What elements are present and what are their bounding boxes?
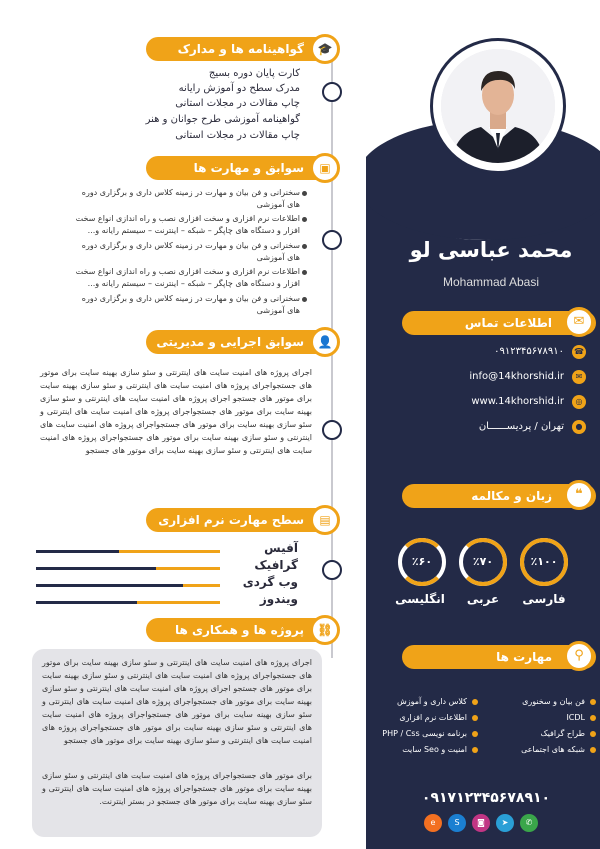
language-gauge-english — [398, 538, 446, 586]
speech-icon: ❝ — [564, 480, 594, 510]
phone-icon: ☎ — [572, 345, 586, 359]
management-title: سوابق اجرایی و مدیریتی — [156, 335, 304, 349]
link-icon: ⛓ — [310, 615, 340, 645]
book-icon: ▤ — [310, 505, 340, 535]
software-bar-fill — [119, 550, 220, 553]
certificates-title: گواهینامه ها و مدارک — [177, 42, 304, 56]
timeline-node — [322, 230, 342, 250]
certificate-item: مدرک سطح دو آموزش رایانه — [178, 83, 300, 94]
whatsapp-icon[interactable]: ✆ — [520, 814, 538, 832]
languages-title: زبان و مکالمه — [471, 489, 552, 503]
user-icon: 👤 — [310, 327, 340, 357]
search-icon: ⚲ — [564, 641, 594, 671]
briefcase-icon: ▣ — [310, 153, 340, 183]
profile-photo — [441, 49, 555, 163]
certificate-item: چاپ مقالات در مجلات استانی — [175, 98, 300, 109]
timeline-node — [322, 420, 342, 440]
chat-icon: ✉ — [564, 307, 594, 337]
skill-item: امنیت و Seo سایت — [372, 744, 478, 756]
skill-item: کلاس داری و آموزش — [372, 696, 478, 708]
person-silhouette-icon — [441, 49, 555, 163]
software-bar-fill — [156, 567, 220, 570]
globe-icon: ◎ — [572, 395, 586, 409]
bullet — [302, 244, 307, 249]
software-label: آفیس — [264, 541, 298, 555]
language-gauge-persian — [520, 538, 568, 586]
instagram-icon[interactable]: ◙ — [472, 814, 490, 832]
skill-item: ICDL — [484, 712, 596, 724]
bullet — [302, 270, 307, 275]
gauge-value: ٪۱۰۰ — [530, 555, 558, 568]
languages-header — [402, 484, 596, 508]
history-item: سخنرانی و فن بیان و مهارت در زمینه کلاس داری و برگزاری دوره های آموزشی — [81, 241, 300, 262]
history-header — [146, 156, 338, 180]
skype-icon[interactable]: S — [448, 814, 466, 832]
software-title: سطح مهارت نرم افزاری — [158, 513, 304, 527]
person-name-latin: Mohammad Abasi — [442, 275, 540, 289]
gauge-value: ٪۷۰ — [472, 555, 494, 568]
phone-text: ۰۹۱۲۳۴۵۶۷۸۹۱۰ — [494, 346, 564, 357]
skill-item: برنامه نویسی PHP / Css — [366, 728, 478, 740]
software-bar-fill — [183, 584, 220, 587]
certificates-header — [146, 37, 338, 61]
skill-item: طراح گرافیک — [484, 728, 596, 740]
skill-item: اطلاعات نرم افزاری — [372, 712, 478, 724]
history-item: سخنرانی و فن بیان و مهارت در زمینه کلاس داری و برگزاری دوره های آموزشی — [81, 188, 300, 209]
contact-email[interactable] — [402, 368, 590, 386]
language-gauge-arabic — [459, 538, 507, 586]
skill-item: شبکه های اجتماعی — [484, 744, 596, 756]
projects-header — [146, 618, 338, 642]
software-label: ویندوز — [259, 592, 298, 606]
language-label: انگلیسی — [395, 592, 445, 606]
certificate-item: چاپ مقالات در مجلات استانی — [175, 130, 300, 141]
mail-icon: ✉ — [572, 370, 586, 384]
telegram-icon[interactable]: ➤ — [496, 814, 514, 832]
skills-header — [402, 645, 596, 669]
graduation-cap-icon: 🎓 — [310, 34, 340, 64]
person-name: محمد عباسی لو — [409, 238, 573, 262]
email-text: info@14khorshid.ir — [469, 371, 564, 382]
contact-address — [402, 418, 590, 436]
certificate-item: کارت پایان دوره بسیج — [208, 68, 300, 79]
software-label: وب گردی — [242, 575, 298, 589]
skills-title: مهارت ها — [496, 650, 552, 664]
bullet — [302, 191, 307, 196]
contact-title: اطلاعات تماس — [464, 316, 552, 330]
bullet — [302, 297, 307, 302]
projects-text: برای موتور های جستجواجرای پروژه های امنیت سایت های اینترنتی و سئو سازی بهینه سایت برای موتور های جستجواجرای پروژه های امنیت سایت های اینترنتی و سئو سازی بهینه سایت برای موتور های جستجو در بستر اینترنت. — [42, 771, 312, 806]
history-item: سخنرانی و فن بیان و مهارت در زمینه کلاس داری و برگزاری دوره های آموزشی — [81, 294, 300, 315]
sidebar-panel — [366, 0, 600, 849]
language-label: فارسی — [522, 592, 566, 606]
contact-website[interactable] — [402, 393, 590, 411]
website-text: www.14khorshid.ir — [471, 396, 564, 407]
management-header — [146, 330, 338, 354]
management-text: اجرای پروژه های امنیت سایت های اینترنتی و سئو سازی بهینه سایت برای موتور های جستجواجرای پروژه های امنیت سایت های اینترنتی و سئو سازی بهینه سایت برای موتور های جستجو اجرای پروژه های امنیت سایت های اینترنتی و سئو سازی بهینه سایت برای موتور های جستجواجرای پروژه های امنیت سایت های اینترنتی و سئو سازی بهینه سایت برای موتور های جستجواجرای پروژه های امنیت سایت های اینترنتی و سئو سازی بهینه سایت برای موتور های جستجواجرای پروژه های امنیت سایت های اینترنتی و سئو سازی بهینه سایت برای موتور های جستجو — [40, 368, 312, 455]
footer-phone: ۰۹۱۷۱۲۳۴۵۶۷۸۹۱۰ — [421, 790, 551, 806]
bullet — [302, 217, 307, 222]
language-label: عربی — [466, 592, 500, 606]
location-pin-icon: ● — [572, 420, 586, 434]
timeline-node — [322, 82, 342, 102]
address-text: تهران / پردیســــــان — [478, 421, 564, 432]
certificate-item: گواهینامه آموزشی طرح جوانان و هنر — [145, 114, 300, 125]
profile-photo-frame — [430, 38, 566, 174]
skill-item: فن بیان و سخنوری — [484, 696, 596, 708]
history-title: سوابق و مهارت ها — [193, 161, 304, 175]
contact-phone[interactable] — [402, 343, 590, 361]
timeline-node — [322, 560, 342, 580]
software-header — [146, 508, 338, 532]
contact-header — [402, 311, 596, 335]
software-label: گرافیک — [254, 558, 298, 572]
gauge-value: ٪۶۰ — [411, 555, 433, 568]
software-bar-fill — [137, 601, 220, 604]
website-logo-icon[interactable]: e — [424, 814, 442, 832]
history-item: اطلاعات نرم افزاری و سخت افزاری نصب و راه اندازی انواع سخت افزار و دستگاه های چاپگر – شبکه – اینترنت – سیستم رایانه و... — [75, 214, 300, 235]
history-item: اطلاعات نرم افزاری و سخت افزاری نصب و راه اندازی انواع سخت افزار و دستگاه های چاپگر – شبکه – اینترنت – سیستم رایانه و... — [75, 267, 300, 288]
projects-text: اجرای پروژه های امنیت سایت های اینترنتی و سئو سازی بهینه سایت برای موتور های جستجواجرای پروژه های امنیت سایت های اینترنتی و سئو سازی بهینه سایت برای موتور های جستجو اجرای پروژه های امنیت سایت های اینترنتی و سئو سازی بهینه سایت برای موتور های جستجواجرای پروژه های امنیت سایت های اینترنتی و سئو سازی بهینه سایت برای موتور های جستجواجرای پروژه های امنیت سایت های اینترنتی و سئو سازی بهینه سایت برای موتور های جستجواجرای پروژه های امنیت سایت های اینترنتی و سئو سازی بهینه سایت برای موتور های جستجو — [42, 658, 312, 745]
projects-title: پروژه ها و همکاری ها — [175, 623, 304, 637]
